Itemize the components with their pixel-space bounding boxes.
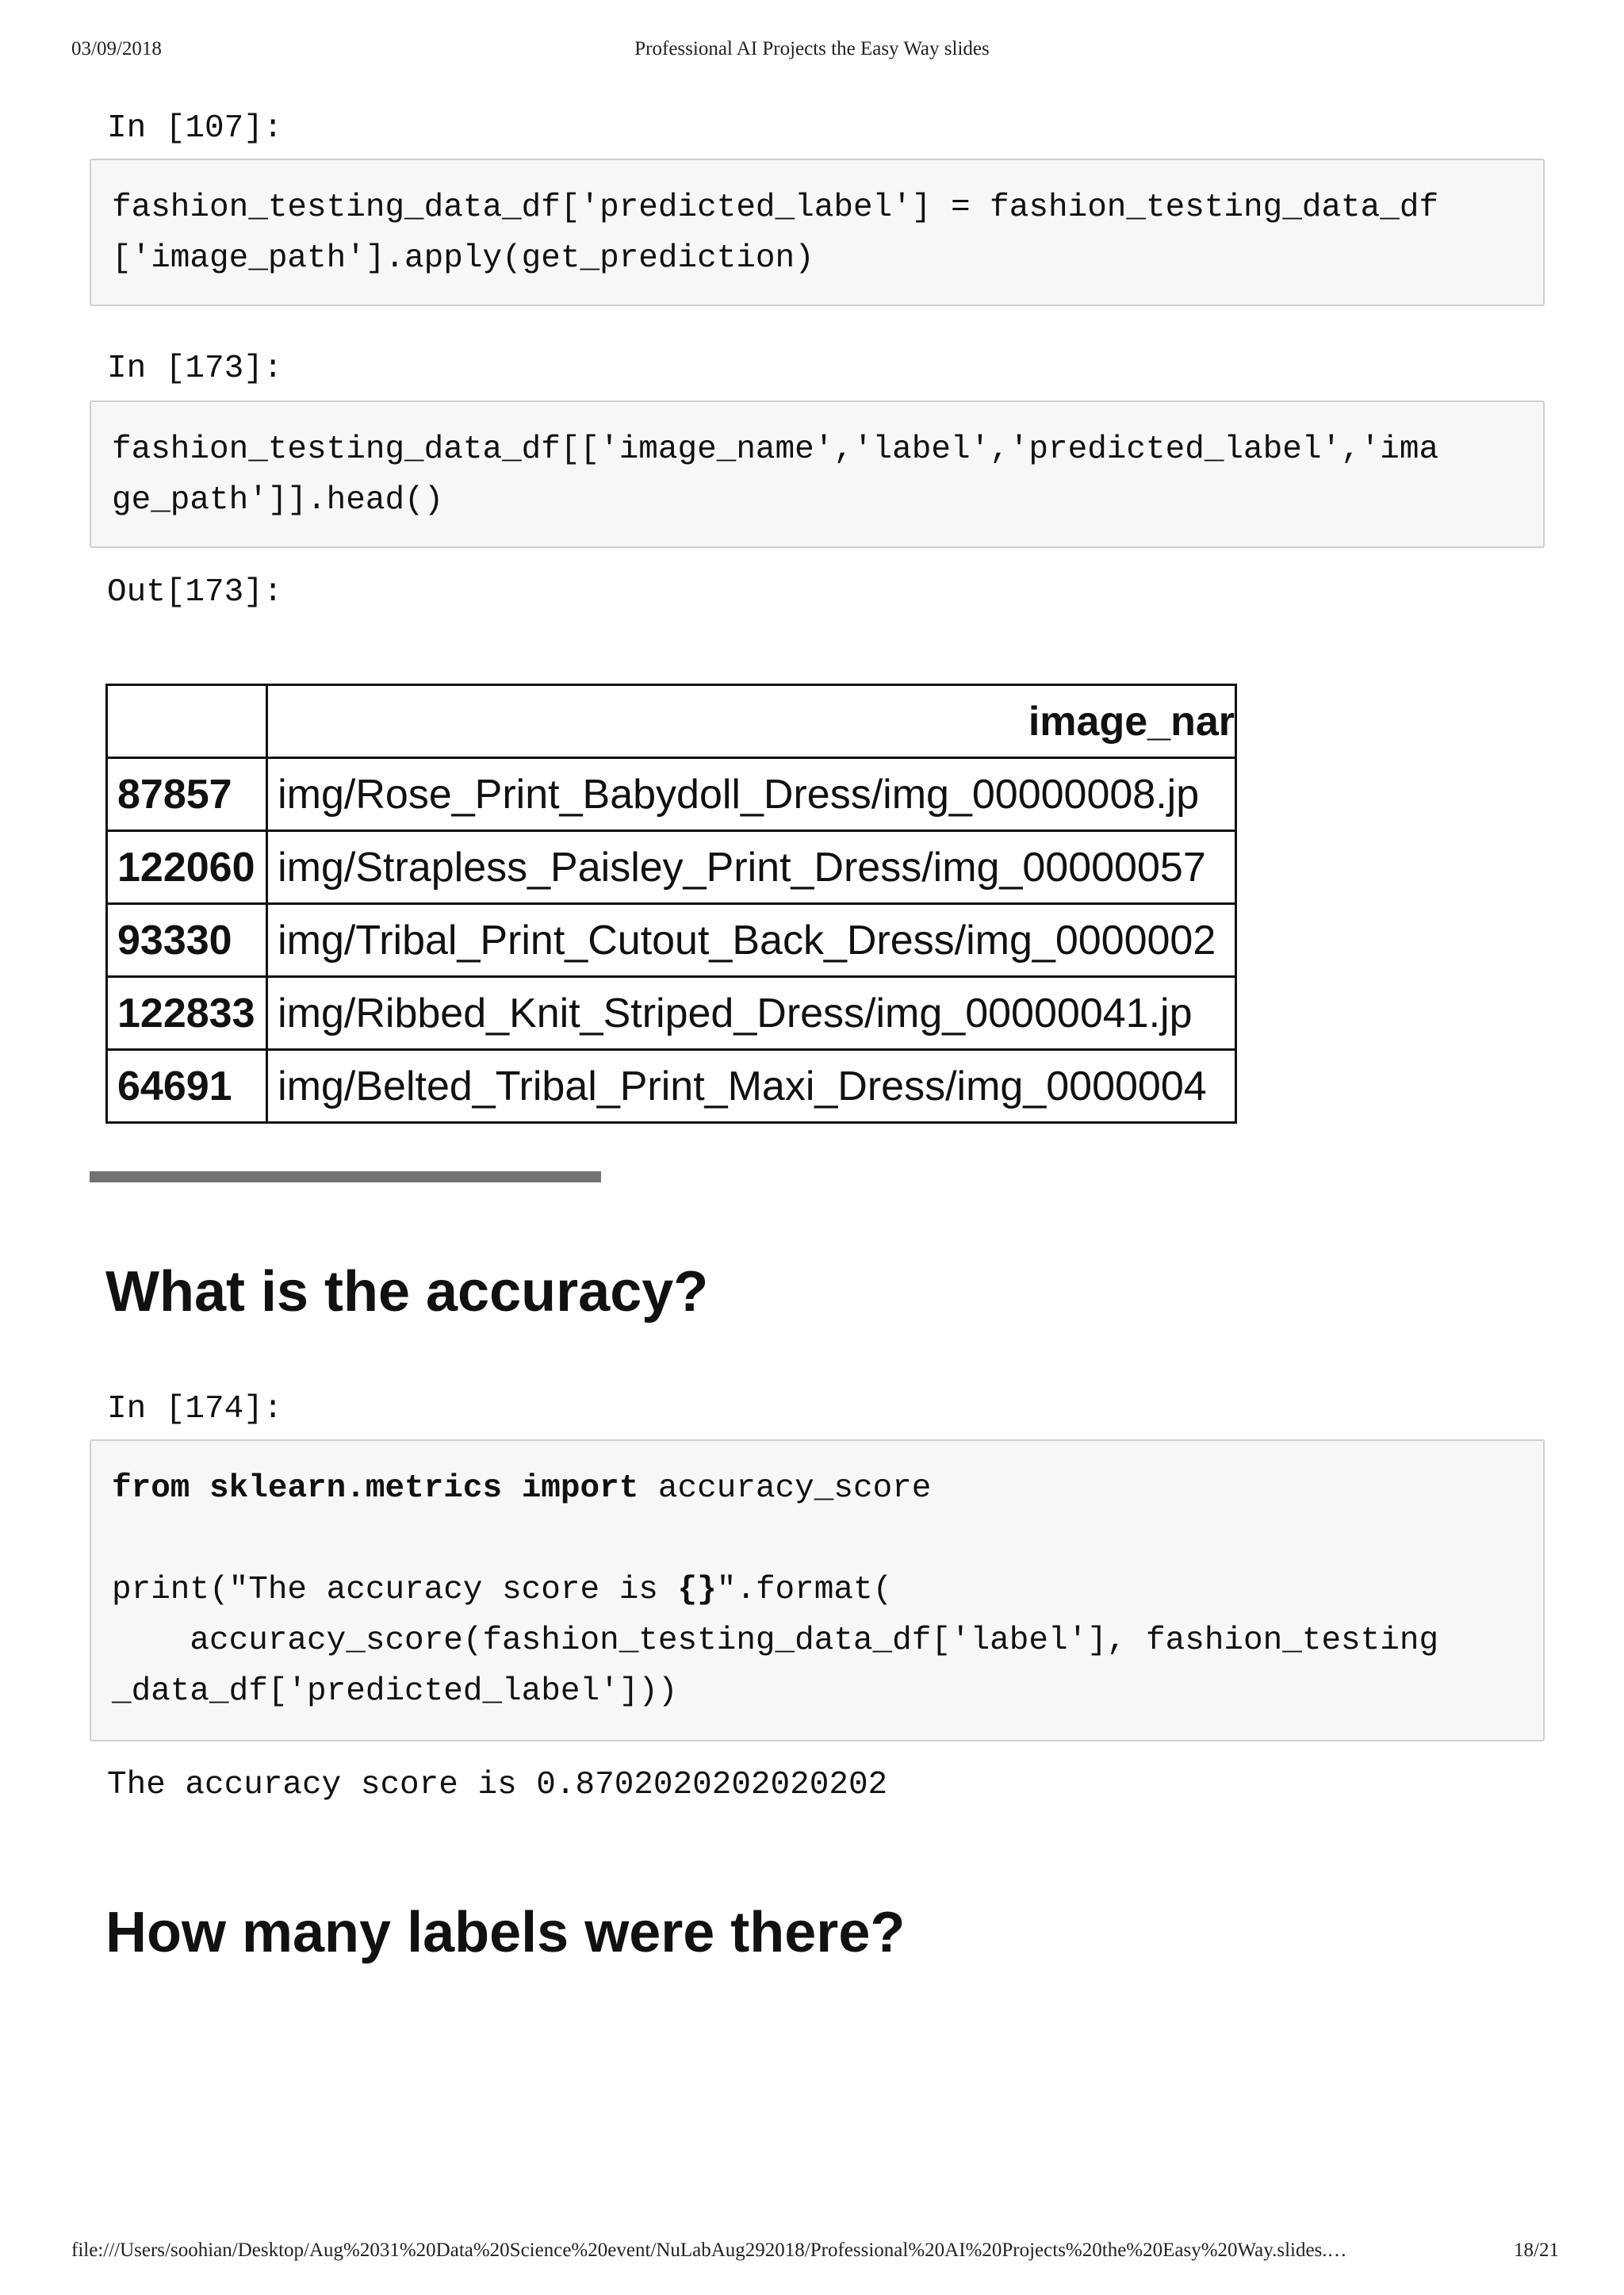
code-cell-107[interactable] [90, 159, 1545, 306]
code-line: fashion_testing_data_df[['image_name','label','predicted_label','ima [112, 431, 1439, 468]
index-column-header [107, 685, 267, 758]
input-prompt-174: In [174]: [107, 1391, 283, 1427]
cell-image-name: img/Strapless_Paisley_Print_Dress/img_00000057 [267, 831, 1236, 904]
code-line: _data_df['predicted_label'])) [112, 1673, 678, 1710]
page-number: 18/21 [1514, 2239, 1559, 2261]
cell-image-name: img/Belted_Tribal_Print_Maxi_Dress/img_0000004 [267, 1050, 1236, 1123]
code-line: ge_path']].head() [112, 482, 444, 519]
print-url: file:///Users/soohian/Desktop/Aug%2031%20Data%20Science%20event/NuLabAug292018/Professional%20AI%20Projects%20the%20Easy%20Way.slides.… [71, 2239, 1347, 2261]
dataframe-table [105, 684, 1237, 1124]
table-row [107, 758, 1236, 831]
table-row [107, 1050, 1236, 1123]
print-date: 03/09/2018 [71, 38, 162, 59]
code-cell-173[interactable] [90, 400, 1545, 548]
keyword-from: from [112, 1470, 190, 1507]
heading-accuracy: What is the accuracy? [105, 1260, 709, 1324]
row-index: 122060 [107, 831, 267, 904]
table-row [107, 977, 1236, 1050]
code-line-print [112, 1565, 1522, 1615]
cell-image-name: img/Rose_Print_Babydoll_Dress/img_00000008.jp [267, 758, 1236, 831]
input-prompt-107: In [107]: [107, 110, 283, 147]
output-accuracy: The accuracy score is 0.8702020202020202 [107, 1767, 888, 1803]
code-line-blank [112, 1514, 1522, 1565]
format-braces: {} [677, 1572, 717, 1608]
code-line: accuracy_score(fashion_testing_data_df['label'], fashion_testing [112, 1623, 1439, 1659]
column-header-image-name: image_nar [267, 685, 1236, 758]
code-cell-174[interactable] [90, 1439, 1545, 1741]
print-suffix: ".format( [716, 1572, 893, 1608]
table-header-row [107, 685, 1236, 758]
row-index: 93330 [107, 904, 267, 977]
print-header [0, 38, 1624, 70]
row-index: 64691 [107, 1050, 267, 1123]
cell-image-name: img/Tribal_Print_Cutout_Back_Dress/img_0000002 [267, 904, 1236, 977]
dataframe-output[interactable] [105, 684, 1237, 1159]
table-row [107, 904, 1236, 977]
row-index: 87857 [107, 758, 267, 831]
print-footer [0, 2239, 1624, 2271]
keyword-import: import [521, 1470, 639, 1507]
cell-image-name: img/Ribbed_Knit_Striped_Dress/img_00000041.jp [267, 977, 1236, 1050]
imported-name: accuracy_score [638, 1470, 932, 1507]
print-title: Professional AI Projects the Easy Way slides [634, 38, 990, 59]
code-line-import [112, 1463, 1522, 1514]
table-row [107, 831, 1236, 904]
code-line: fashion_testing_data_df['predicted_label'] = fashion_testing_data_df [112, 190, 1439, 226]
module-name: sklearn.metrics [209, 1470, 503, 1507]
heading-labels: How many labels were there? [105, 1901, 906, 1964]
code-line: ['image_path'].apply(get_prediction) [112, 240, 814, 277]
output-prompt-173: Out[173]: [107, 574, 283, 611]
input-prompt-173: In [173]: [107, 351, 283, 387]
horizontal-scrollbar[interactable] [90, 1171, 601, 1182]
print-prefix: print("The accuracy score is [112, 1572, 678, 1608]
row-index: 122833 [107, 977, 267, 1050]
